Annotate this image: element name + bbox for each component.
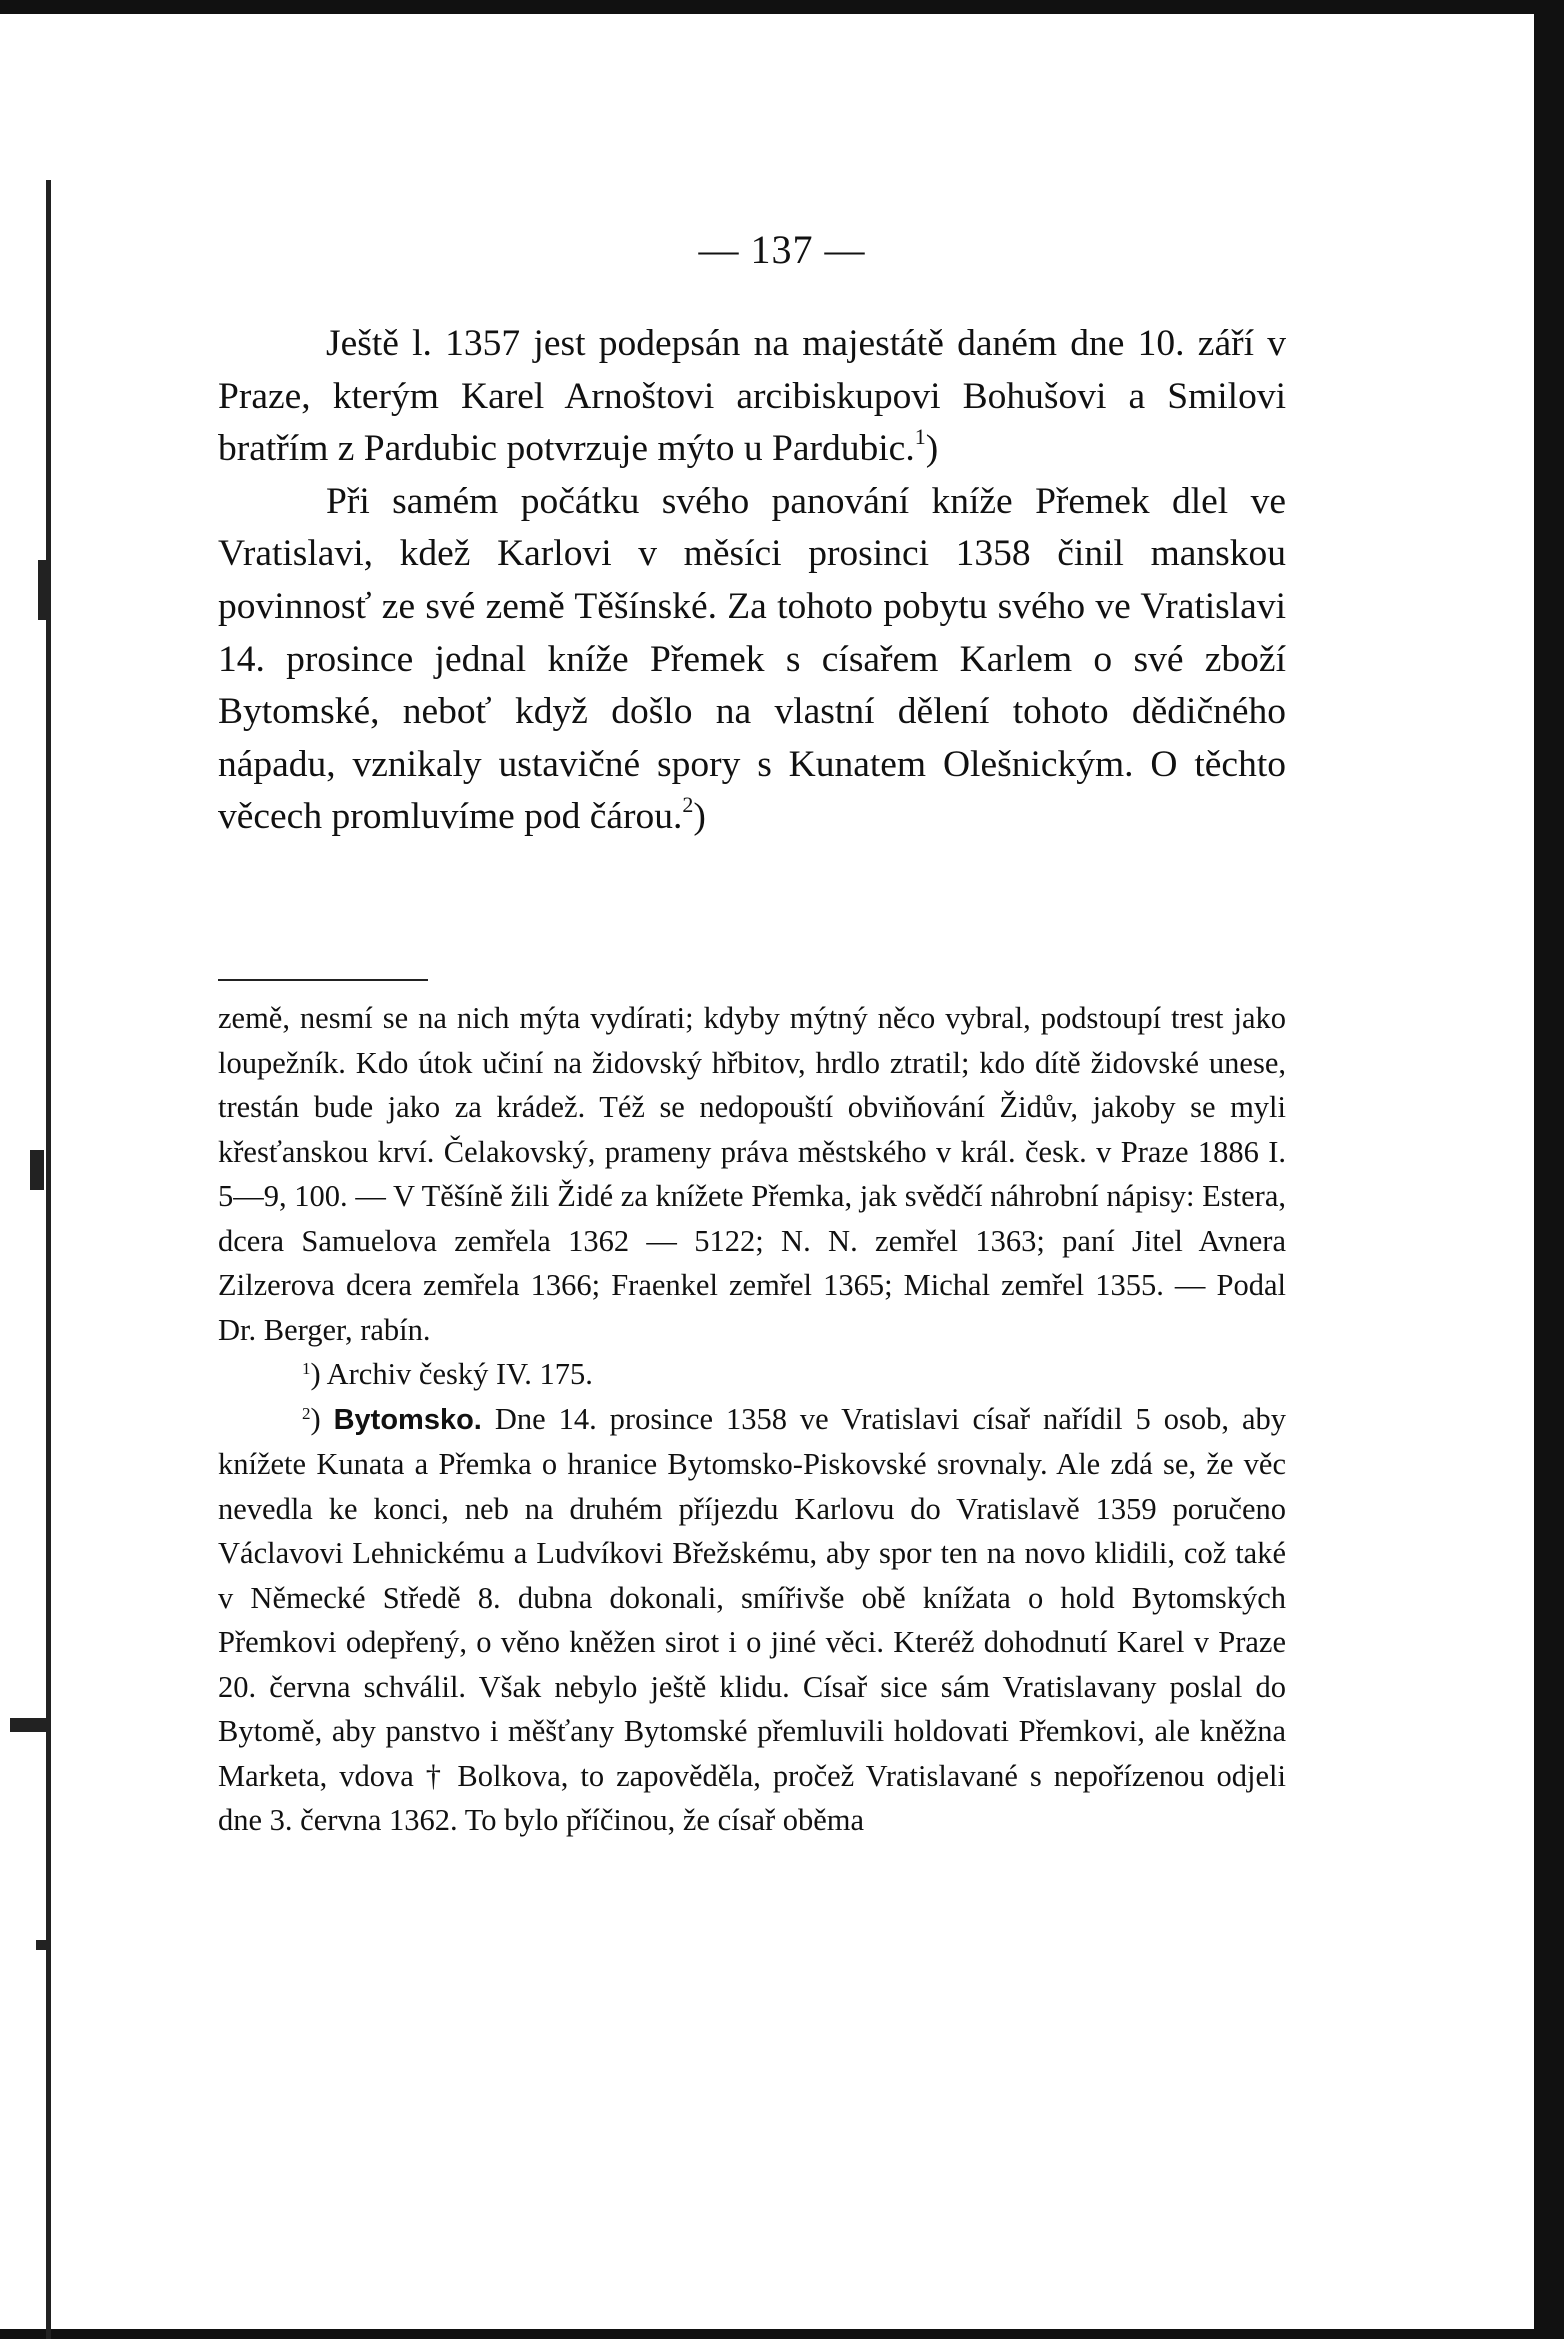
footnote	[218, 1397, 1286, 1843]
scan-page-edge	[46, 180, 51, 2339]
footnote-continuation: země, nesmí se na nich mýta vydírati; kdyby mýtný něco vybral, podstoupí trest jako loupežník. Kdo útok učiní na židovský hřbitov, hrdlo ztratil; kdo dítě židovské unese, trestán bude jako za krádež. Též se nedopouští obviňování Židův, jakoby se myli křesťanskou krví. Čelakovský, prameny práva městského v král. česk. v Praze 1886 I. 5—9, 100. — V Těšíně žili Židé za knížete Přemka, jak svědčí náhrobní nápisy: Estera, dcera Samuelova zemřela 1362 — 5122; N. N. zemřel 1363; paní Jitel Avnera Zilzerova dcera zemřela 1366; Fraenkel zemřel 1365; Michal zemřel 1355. — Podal Dr. Berger, rabín.	[218, 1001, 1286, 1347]
footnote-ref: 2	[682, 792, 694, 818]
scan-border-bottom	[0, 2329, 1564, 2339]
footnote-ref-paren: )	[925, 428, 939, 470]
footnote-text: Archiv český IV. 175.	[326, 1357, 593, 1391]
page-number: — 137 —	[698, 227, 866, 272]
footnote-marker: 2	[302, 1403, 311, 1423]
scan-edge-mark	[36, 1940, 48, 1950]
footnote-text: Dne 14. prosince 1358 ve Vratislavi císař nařídil 5 osob, aby knížete Kunata a Přemka o hranice Bytomsko-Piskovské srovnaly. Ale zdá se, že věc nevedla ke konci, neb na druhém příjezdu Karlovu do Vratislavě 1359 poručeno Václavovi Lehnickému a Ludvíkovi Břežskému, aby spor ten na novo klidili, což také v Německé Středě 8. dubna dokonali, smířivše obě knížata o hold Bytomských Přemkovi odepřený, o věno kněžen sirot i o jiné věci. Kteréž dohodnutí Karel v Praze 20. června schválil. Však nebylo ještě klidu. Císař sice sám Vratislavany poslal do Bytomě, aby panstvo i měšťany Bytomské přemluvili holdovati Přemkovi, ale kněžna Marketa, vdova † Bolkova, to zapověděla, pročež Vratislavané s nepořízenou odjeli dne 3. června 1362. To bylo příčinou, že císař oběma	[218, 1401, 1286, 1837]
footnotes	[218, 996, 1286, 1843]
footnote	[218, 1352, 1286, 1397]
footnote-marker-paren: )	[310, 1401, 334, 1436]
scan-edge-mark	[38, 560, 48, 620]
footnote-separator	[218, 979, 428, 981]
paragraph-text: Při samém počátku svého panování kníže Přemek dlel ve Vratislavi, kdež Karlovi v měsíci prosinci 1358 činil manskou povinnosť ze své země Těšínské. Za tohoto pobytu svého ve Vratislavi 14. prosince jednal kníže Přemek s císařem Karlem o své zboží Bytomské, neboť když došlo na vlastní dělení tohoto dědičného nápadu, vznikaly ustavičné spory s Kunatem Olešnickým. O těchto věcech promluvíme pod čárou.	[218, 480, 1286, 838]
footnote-label: Bytomsko.	[333, 1403, 482, 1436]
paragraph	[218, 318, 1286, 476]
footnote-marker: 1	[302, 1359, 311, 1378]
footnote-ref-paren: )	[693, 796, 706, 838]
scan-edge-mark	[10, 1718, 50, 1732]
footnote-marker-paren: )	[310, 1357, 327, 1391]
main-text	[218, 318, 1286, 844]
footnote-ref: 1	[914, 424, 926, 450]
scan-border-top	[0, 0, 1564, 14]
paragraph-text: Ještě l. 1357 jest podepsán na majestátě daném dne 10. září v Praze, kterým Karel Arnoštovi arcibiskupovi Bohušovi a Smilovi bratřím z Pardubic potvrzuje mýto u Pardubic.	[218, 323, 1286, 470]
scan-border-right	[1534, 0, 1564, 2339]
paragraph	[218, 476, 1286, 844]
scan-edge-mark	[30, 1150, 44, 1190]
